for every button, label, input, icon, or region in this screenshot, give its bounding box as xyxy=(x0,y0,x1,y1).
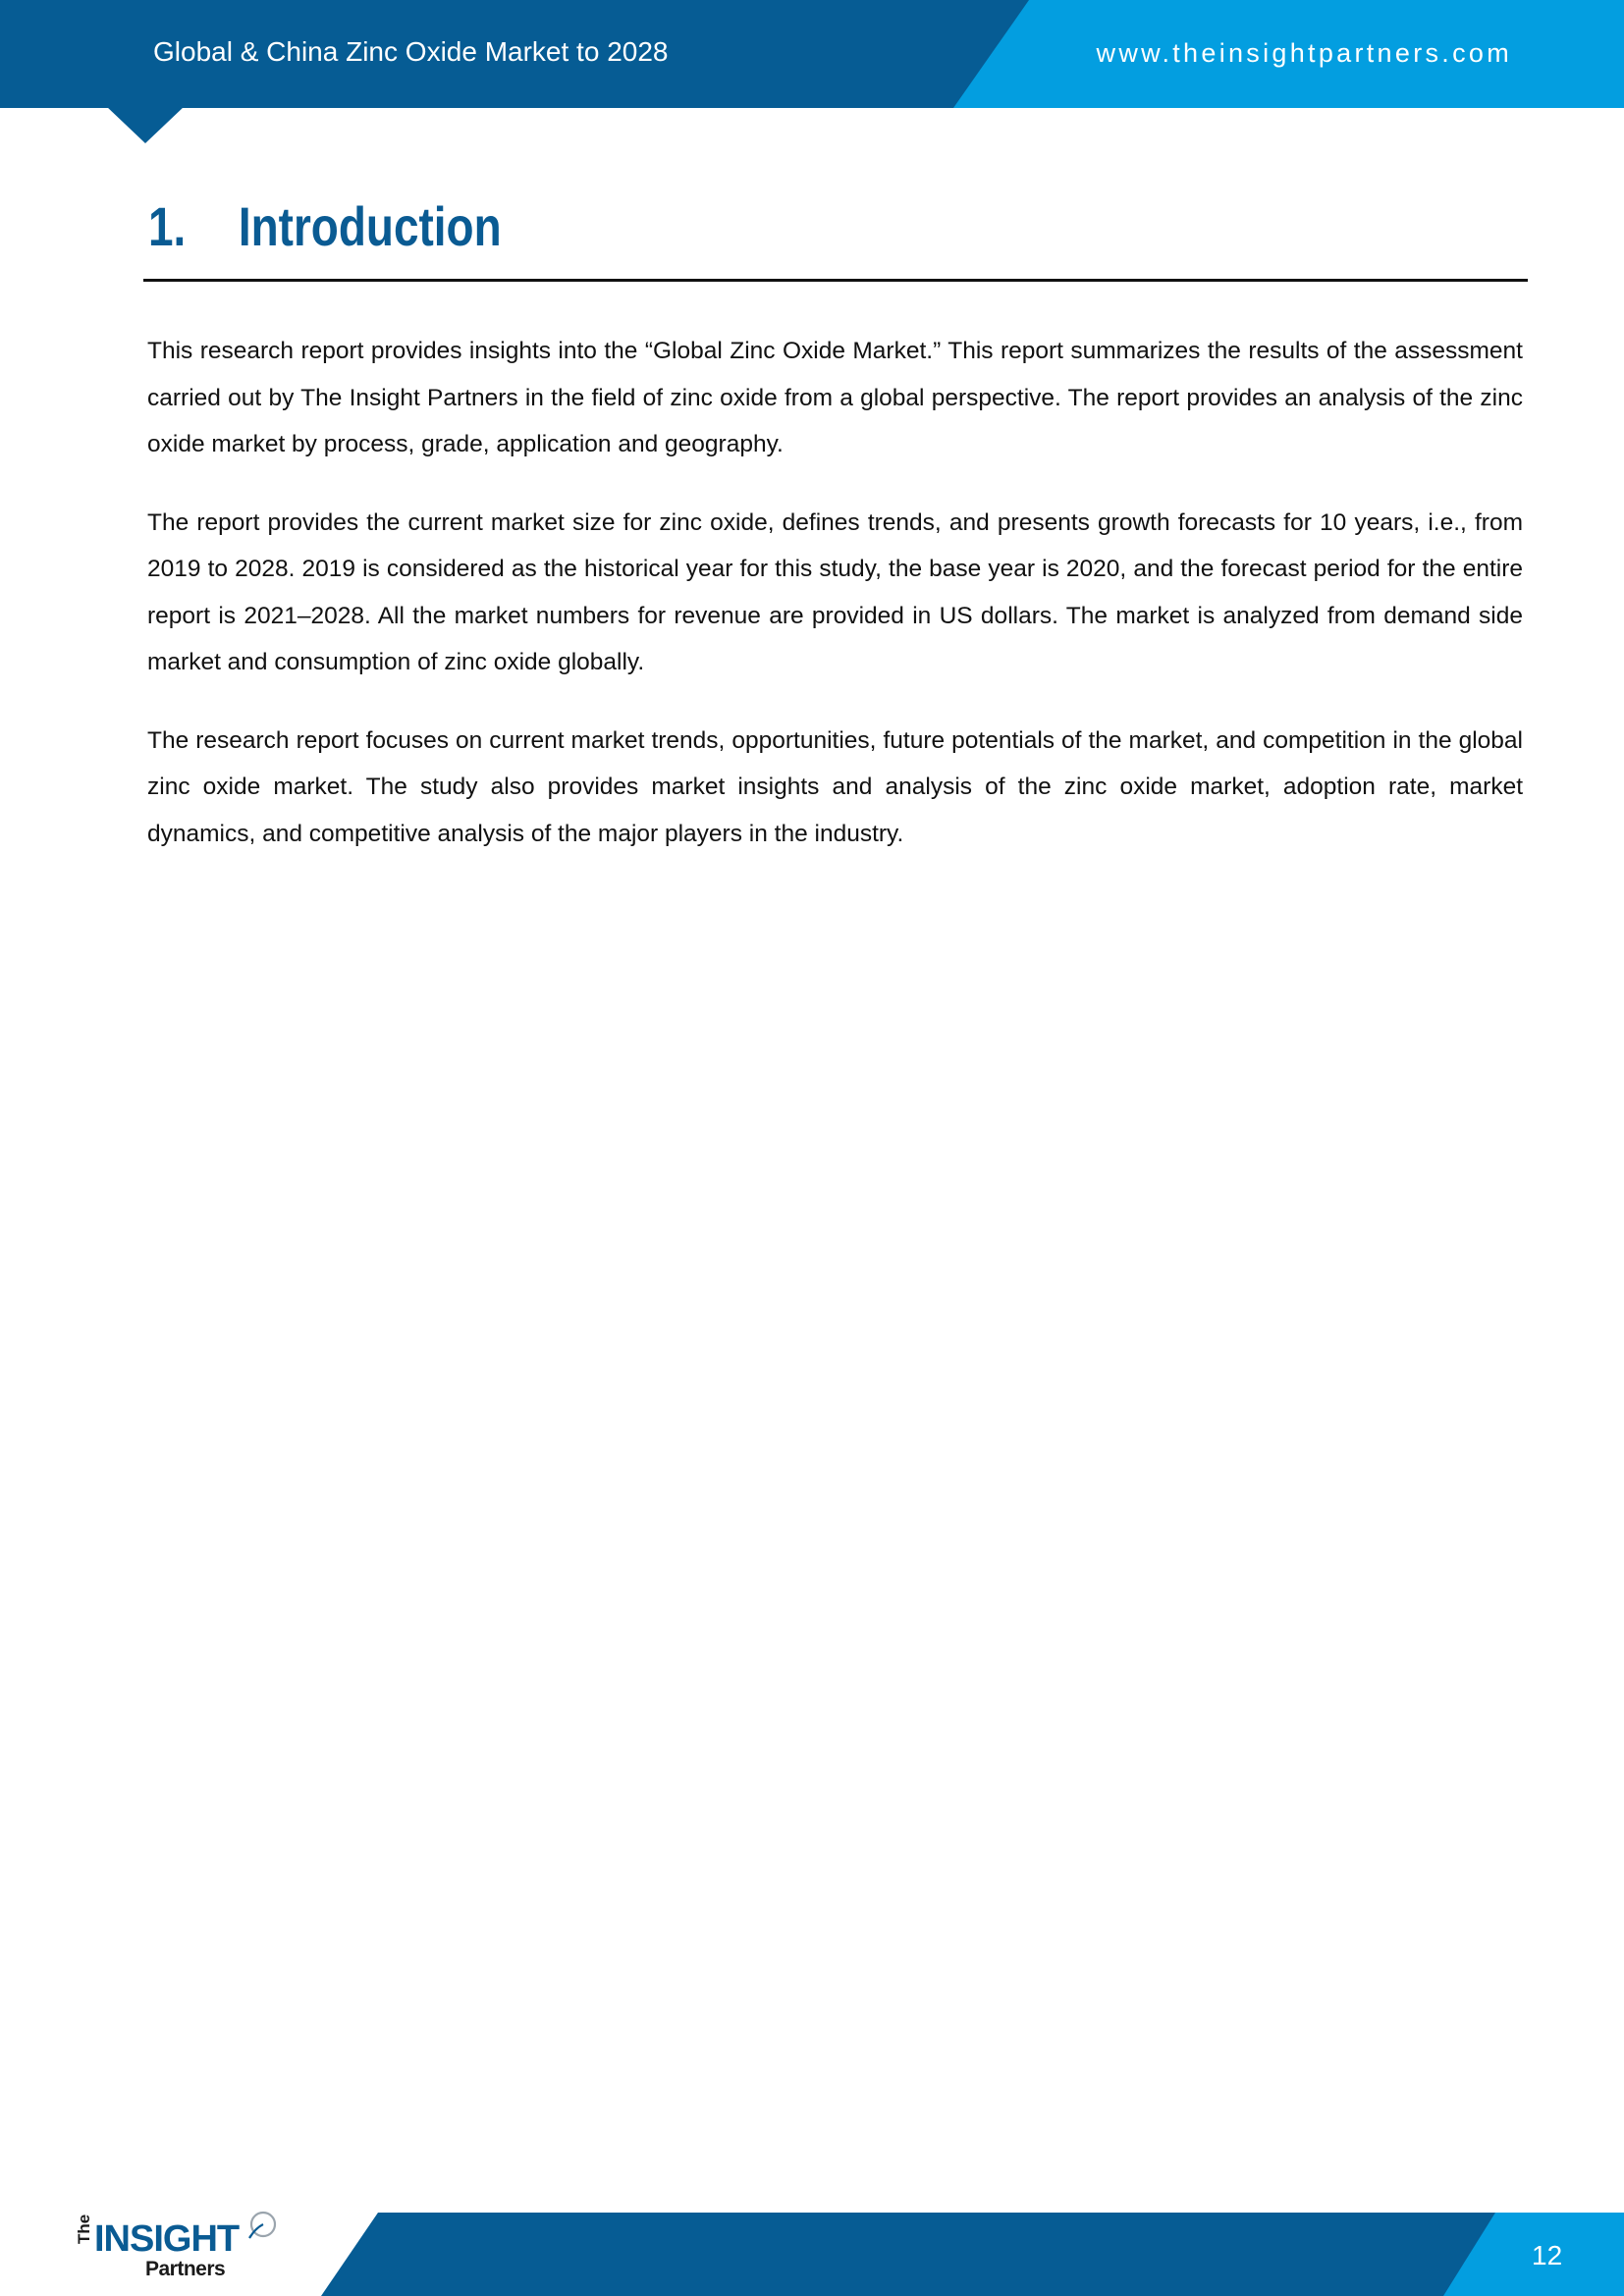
logo-the-text: The xyxy=(75,2214,93,2244)
header-notch xyxy=(106,106,185,143)
section-body xyxy=(147,328,1523,888)
section-heading xyxy=(148,194,502,258)
section-title: Introduction xyxy=(238,195,502,257)
insight-partners-logo xyxy=(77,2205,293,2289)
report-title: Global & China Zinc Oxide Market to 2028 xyxy=(153,36,669,67)
website-link[interactable]: www.theinsightpartners.com xyxy=(1096,38,1512,68)
page-number: 12 xyxy=(1532,2240,1563,2270)
logo-partners-text: Partners xyxy=(145,2258,226,2280)
paragraph: The report provides the current market size for zinc oxide, defines trends, and presents growth forecasts for 10 years, i.e., from 2019 to 2028. 2019 is considered as the historical year for this study, the base year is 2020, and the forecast period for the entire report is 2021–2028. All the market numbers for revenue are provided in US dollars. The market is analyzed from demand side market and consumption of zinc oxide globally. xyxy=(147,508,1523,675)
logo-insight-text: INSIGHT xyxy=(94,2218,240,2260)
paragraph: This research report provides insights into the “Global Zinc Oxide Market.” This report summarizes the results of the assessment carried out by The Insight Partners in the field of zinc oxide from a global perspective. The report provides an analysis of the zinc oxide market by process, grade, application and geography. xyxy=(147,338,1523,457)
heading-divider xyxy=(143,279,1528,282)
section-number: 1. xyxy=(148,195,187,257)
paragraph: The research report focuses on current market trends, opportunities, future potentials of the market, and competition in the global zinc oxide market. The study also provides market insights and analysis of the zinc oxide market, adoption rate, market dynamics, and competitive analysis of the major players in the industry. xyxy=(147,726,1523,847)
logo-swoosh-icon xyxy=(245,2209,279,2242)
